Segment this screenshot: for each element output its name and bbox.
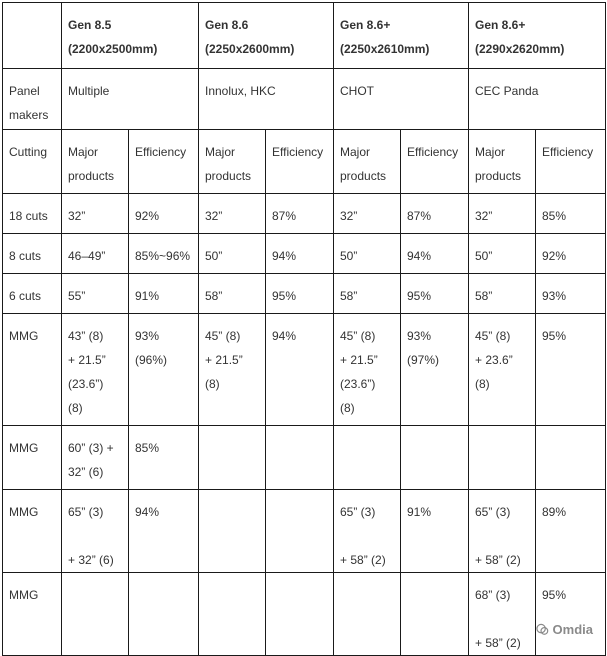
table-cell [199, 573, 266, 656]
header-corner [3, 3, 62, 69]
row-label: MMG [3, 490, 62, 573]
table-cell: 95% [536, 314, 606, 426]
table-cell: 50” [334, 234, 401, 274]
table-cell: 93% [536, 274, 606, 314]
table-cell: 58” [469, 274, 536, 314]
table-cell: 58” [334, 274, 401, 314]
panel-cutting-table [2, 2, 606, 656]
cutting-header-row [3, 130, 606, 194]
watermark-text: Omdia [552, 622, 593, 637]
major-products-header: Major products [334, 130, 401, 194]
table-cell: 92% [129, 194, 199, 234]
table-cell [266, 490, 334, 573]
table-cell: 85% [129, 426, 199, 490]
table-cell [469, 426, 536, 490]
table-cell: 32” [62, 194, 129, 234]
header-row [3, 3, 606, 69]
table-cell: 85%~96% [129, 234, 199, 274]
header-gen-4: Gen 8.6+ (2290x2620mm) [469, 3, 606, 69]
table-row [3, 274, 606, 314]
table-cell: 92% [536, 234, 606, 274]
table-row [3, 426, 606, 490]
table-cell: 91% [129, 274, 199, 314]
table-cell: 94% [129, 490, 199, 573]
efficiency-header: Efficiency [129, 130, 199, 194]
wechat-logo-icon [536, 623, 549, 636]
major-products-header: Major products [469, 130, 536, 194]
table-cell: 95% [536, 573, 606, 656]
efficiency-header: Efficiency [266, 130, 334, 194]
table-cell: 93% (96%) [129, 314, 199, 426]
efficiency-header: Efficiency [536, 130, 606, 194]
major-products-header: Major products [199, 130, 266, 194]
header-gen-2: Gen 8.6 (2250x2600mm) [199, 3, 334, 69]
table-cell [129, 573, 199, 656]
table-cell: 50” [199, 234, 266, 274]
table-cell [536, 426, 606, 490]
table-cell: 32” [199, 194, 266, 234]
maker-cell: Innolux, HKC [199, 69, 334, 130]
table-cell: 94% [401, 234, 469, 274]
table-cell [334, 426, 401, 490]
table-cell: 55” [62, 274, 129, 314]
header-gen-3: Gen 8.6+ (2250x2610mm) [334, 3, 469, 69]
table-cell: 46–49” [62, 234, 129, 274]
table-cell: 50” [469, 234, 536, 274]
table-cell: 32” [334, 194, 401, 234]
watermark [536, 622, 593, 637]
table-row [3, 234, 606, 274]
table-cell: 65” (3) + 58” (2) [469, 490, 536, 573]
row-label: Cutting [3, 130, 62, 194]
table-cell [401, 426, 469, 490]
table-cell: 93% (97%) [401, 314, 469, 426]
table-cell: 45” (8) + 21.5” (8) [199, 314, 266, 426]
efficiency-header: Efficiency [401, 130, 469, 194]
table-row [3, 314, 606, 426]
table-cell: 85% [536, 194, 606, 234]
table-cell: 89% [536, 490, 606, 573]
table-cell: 68” (3) + 58” (2) [469, 573, 536, 656]
row-label: 6 cuts [3, 274, 62, 314]
table-cell: 43” (8) + 21.5” (23.6”) (8) [62, 314, 129, 426]
table-cell: 95% [266, 274, 334, 314]
table-cell: 91% [401, 490, 469, 573]
table-cell: 94% [266, 314, 334, 426]
row-label: MMG [3, 426, 62, 490]
maker-cell: CEC Panda [469, 69, 606, 130]
table-cell: 58” [199, 274, 266, 314]
row-label: 8 cuts [3, 234, 62, 274]
table-cell: 65” (3) + 32” (6) [62, 490, 129, 573]
maker-cell: Multiple [62, 69, 199, 130]
table-cell: 45” (8) + 23.6” (8) [469, 314, 536, 426]
table-cell: 32” [469, 194, 536, 234]
table-cell [62, 573, 129, 656]
header-gen-1: Gen 8.5 (2200x2500mm) [62, 3, 199, 69]
table-cell: 95% [401, 274, 469, 314]
major-products-header: Major products [62, 130, 129, 194]
panel-makers-row [3, 69, 606, 130]
table-cell: 45” (8) + 21.5” (23.6”) (8) [334, 314, 401, 426]
table-cell: 87% [401, 194, 469, 234]
table-cell [199, 490, 266, 573]
table-cell [266, 573, 334, 656]
row-label: Panel makers [3, 69, 62, 130]
table-row [3, 573, 606, 656]
maker-cell: CHOT [334, 69, 469, 130]
row-label: MMG [3, 314, 62, 426]
table-cell [401, 573, 469, 656]
table-cell: 65” (3) + 58” (2) [334, 490, 401, 573]
row-label: 18 cuts [3, 194, 62, 234]
table-cell [334, 573, 401, 656]
table-cell: 87% [266, 194, 334, 234]
table-cell: 60” (3) + 32” (6) [62, 426, 129, 490]
row-label: MMG [3, 573, 62, 656]
table-cell: 94% [266, 234, 334, 274]
table-cell [199, 426, 266, 490]
table-row [3, 490, 606, 573]
table-row [3, 194, 606, 234]
table-cell [266, 426, 334, 490]
